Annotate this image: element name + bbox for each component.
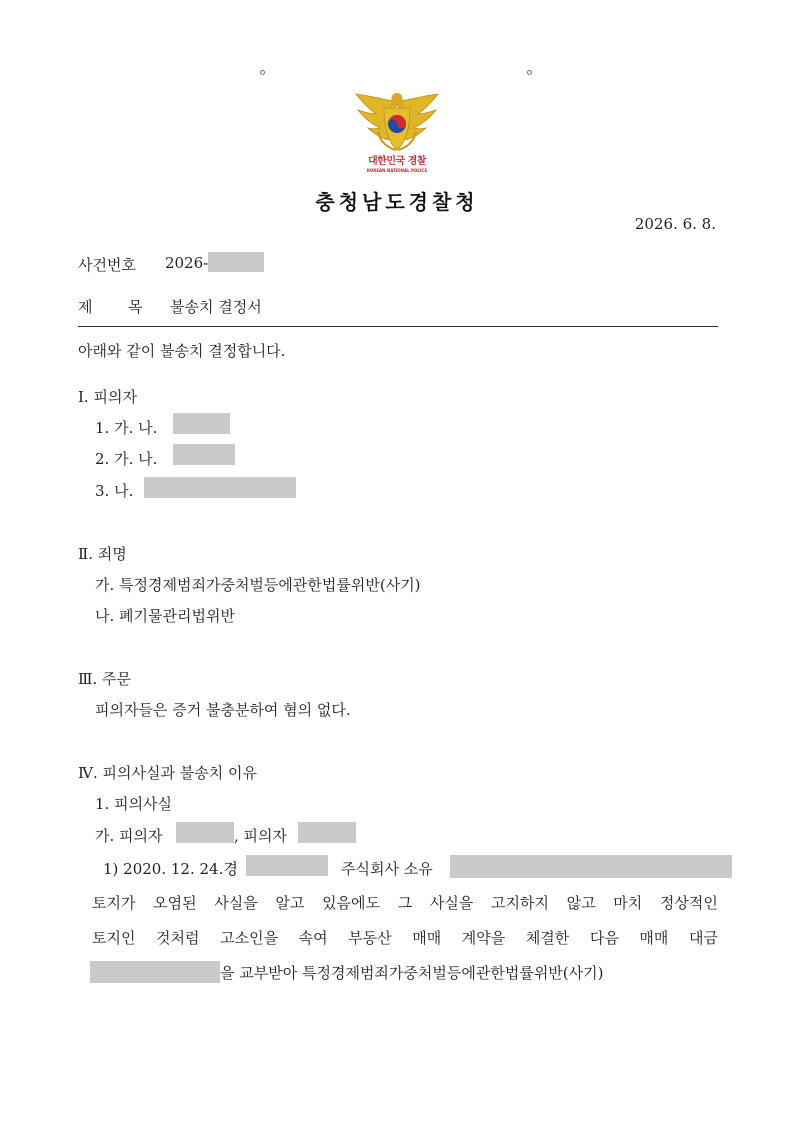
facts-paragraph-start: 1) 2020. 12. 24.경 <box>103 860 238 878</box>
redacted-suspect-name <box>176 822 234 843</box>
word: 속여 <box>298 929 328 947</box>
word: 토지가 <box>92 894 136 912</box>
subject-value: 불송치 결정서 <box>170 298 262 316</box>
word: 토지인 <box>92 929 136 947</box>
case-number-label: 사건번호 <box>78 256 136 274</box>
word: 고지하지 <box>490 894 549 912</box>
word: 알고 <box>275 894 305 912</box>
redacted-suspect-name <box>298 822 356 843</box>
document-date: 2026. 6. 8. <box>634 215 716 233</box>
facts-line-end: 을 교부받아 특정경제범죄가중처벌등에관한법률위반(사기) <box>220 964 604 982</box>
decorative-dot-right <box>527 70 532 75</box>
word: 매매 <box>639 929 669 947</box>
word: 매매 <box>412 929 442 947</box>
redacted-suspect-name <box>144 477 296 498</box>
case-number-prefix: 2026- <box>165 254 209 272</box>
word: 오염된 <box>153 894 197 912</box>
organization-title: 충청남도경찰청 <box>315 190 479 214</box>
charge-item: 가. 특정경제범죄가중처벌등에관한법률위반(사기) <box>95 576 421 594</box>
redacted-land-location <box>450 855 732 878</box>
decorative-dot-left <box>260 70 265 75</box>
facts-line <box>92 927 718 948</box>
charge-item: 나. 폐기물관리법위반 <box>95 607 235 625</box>
section-charges-heading: Ⅱ. 죄명 <box>78 545 127 563</box>
word: 부동산 <box>348 929 392 947</box>
order-text: 피의자들은 증거 불충분하여 혐의 없다. <box>95 701 351 719</box>
redacted-suspect-name <box>173 413 230 434</box>
intro-sentence: 아래와 같이 불송치 결정합니다. <box>78 342 286 360</box>
word: 사실을 <box>214 894 258 912</box>
redacted-company-name <box>246 855 328 876</box>
redacted-amount <box>90 961 220 983</box>
suspect-item: 3. 나. <box>95 482 134 500</box>
word: 마치 <box>613 894 643 912</box>
word: 정상적인 <box>659 894 718 912</box>
header-divider <box>78 326 718 327</box>
word: 그 <box>397 894 413 912</box>
word: 않고 <box>566 894 596 912</box>
subject-label-first: 제 <box>78 298 93 316</box>
facts-company-text: 주식회사 소유 <box>341 860 433 878</box>
word: 사실을 <box>429 894 474 912</box>
suspect-item: 2. 가. 나. <box>95 450 158 468</box>
suspect-item: 1. 가. 나. <box>95 419 158 437</box>
facts-ga-prefix: 가. 피의자 <box>95 827 163 845</box>
word: 것처럼 <box>156 929 200 947</box>
section-order-heading: Ⅲ. 주문 <box>78 670 131 688</box>
emblem-caption <box>355 152 439 173</box>
redacted-case-number <box>208 252 264 272</box>
word: 계약을 <box>461 929 506 947</box>
word: 고소인을 <box>220 929 279 947</box>
section-suspects-heading: Ⅰ. 피의자 <box>78 388 137 406</box>
facts-subheading: 1. 피의사실 <box>95 795 173 813</box>
facts-line <box>92 892 718 913</box>
subject-label-second: 목 <box>128 298 143 316</box>
redacted-suspect-name <box>173 444 235 465</box>
emblem-caption-english: KOREAN NATIONAL POLICE <box>366 168 428 173</box>
word: 체결한 <box>525 929 570 947</box>
word: 있음에도 <box>322 894 381 912</box>
section-facts-heading: Ⅳ. 피의사실과 불송치 이유 <box>78 764 257 782</box>
word: 대금 <box>688 929 718 947</box>
facts-ga-mid: , 피의자 <box>234 827 288 845</box>
emblem-caption-korean: 대한민국 경찰 <box>368 156 426 167</box>
word: 다음 <box>589 929 619 947</box>
